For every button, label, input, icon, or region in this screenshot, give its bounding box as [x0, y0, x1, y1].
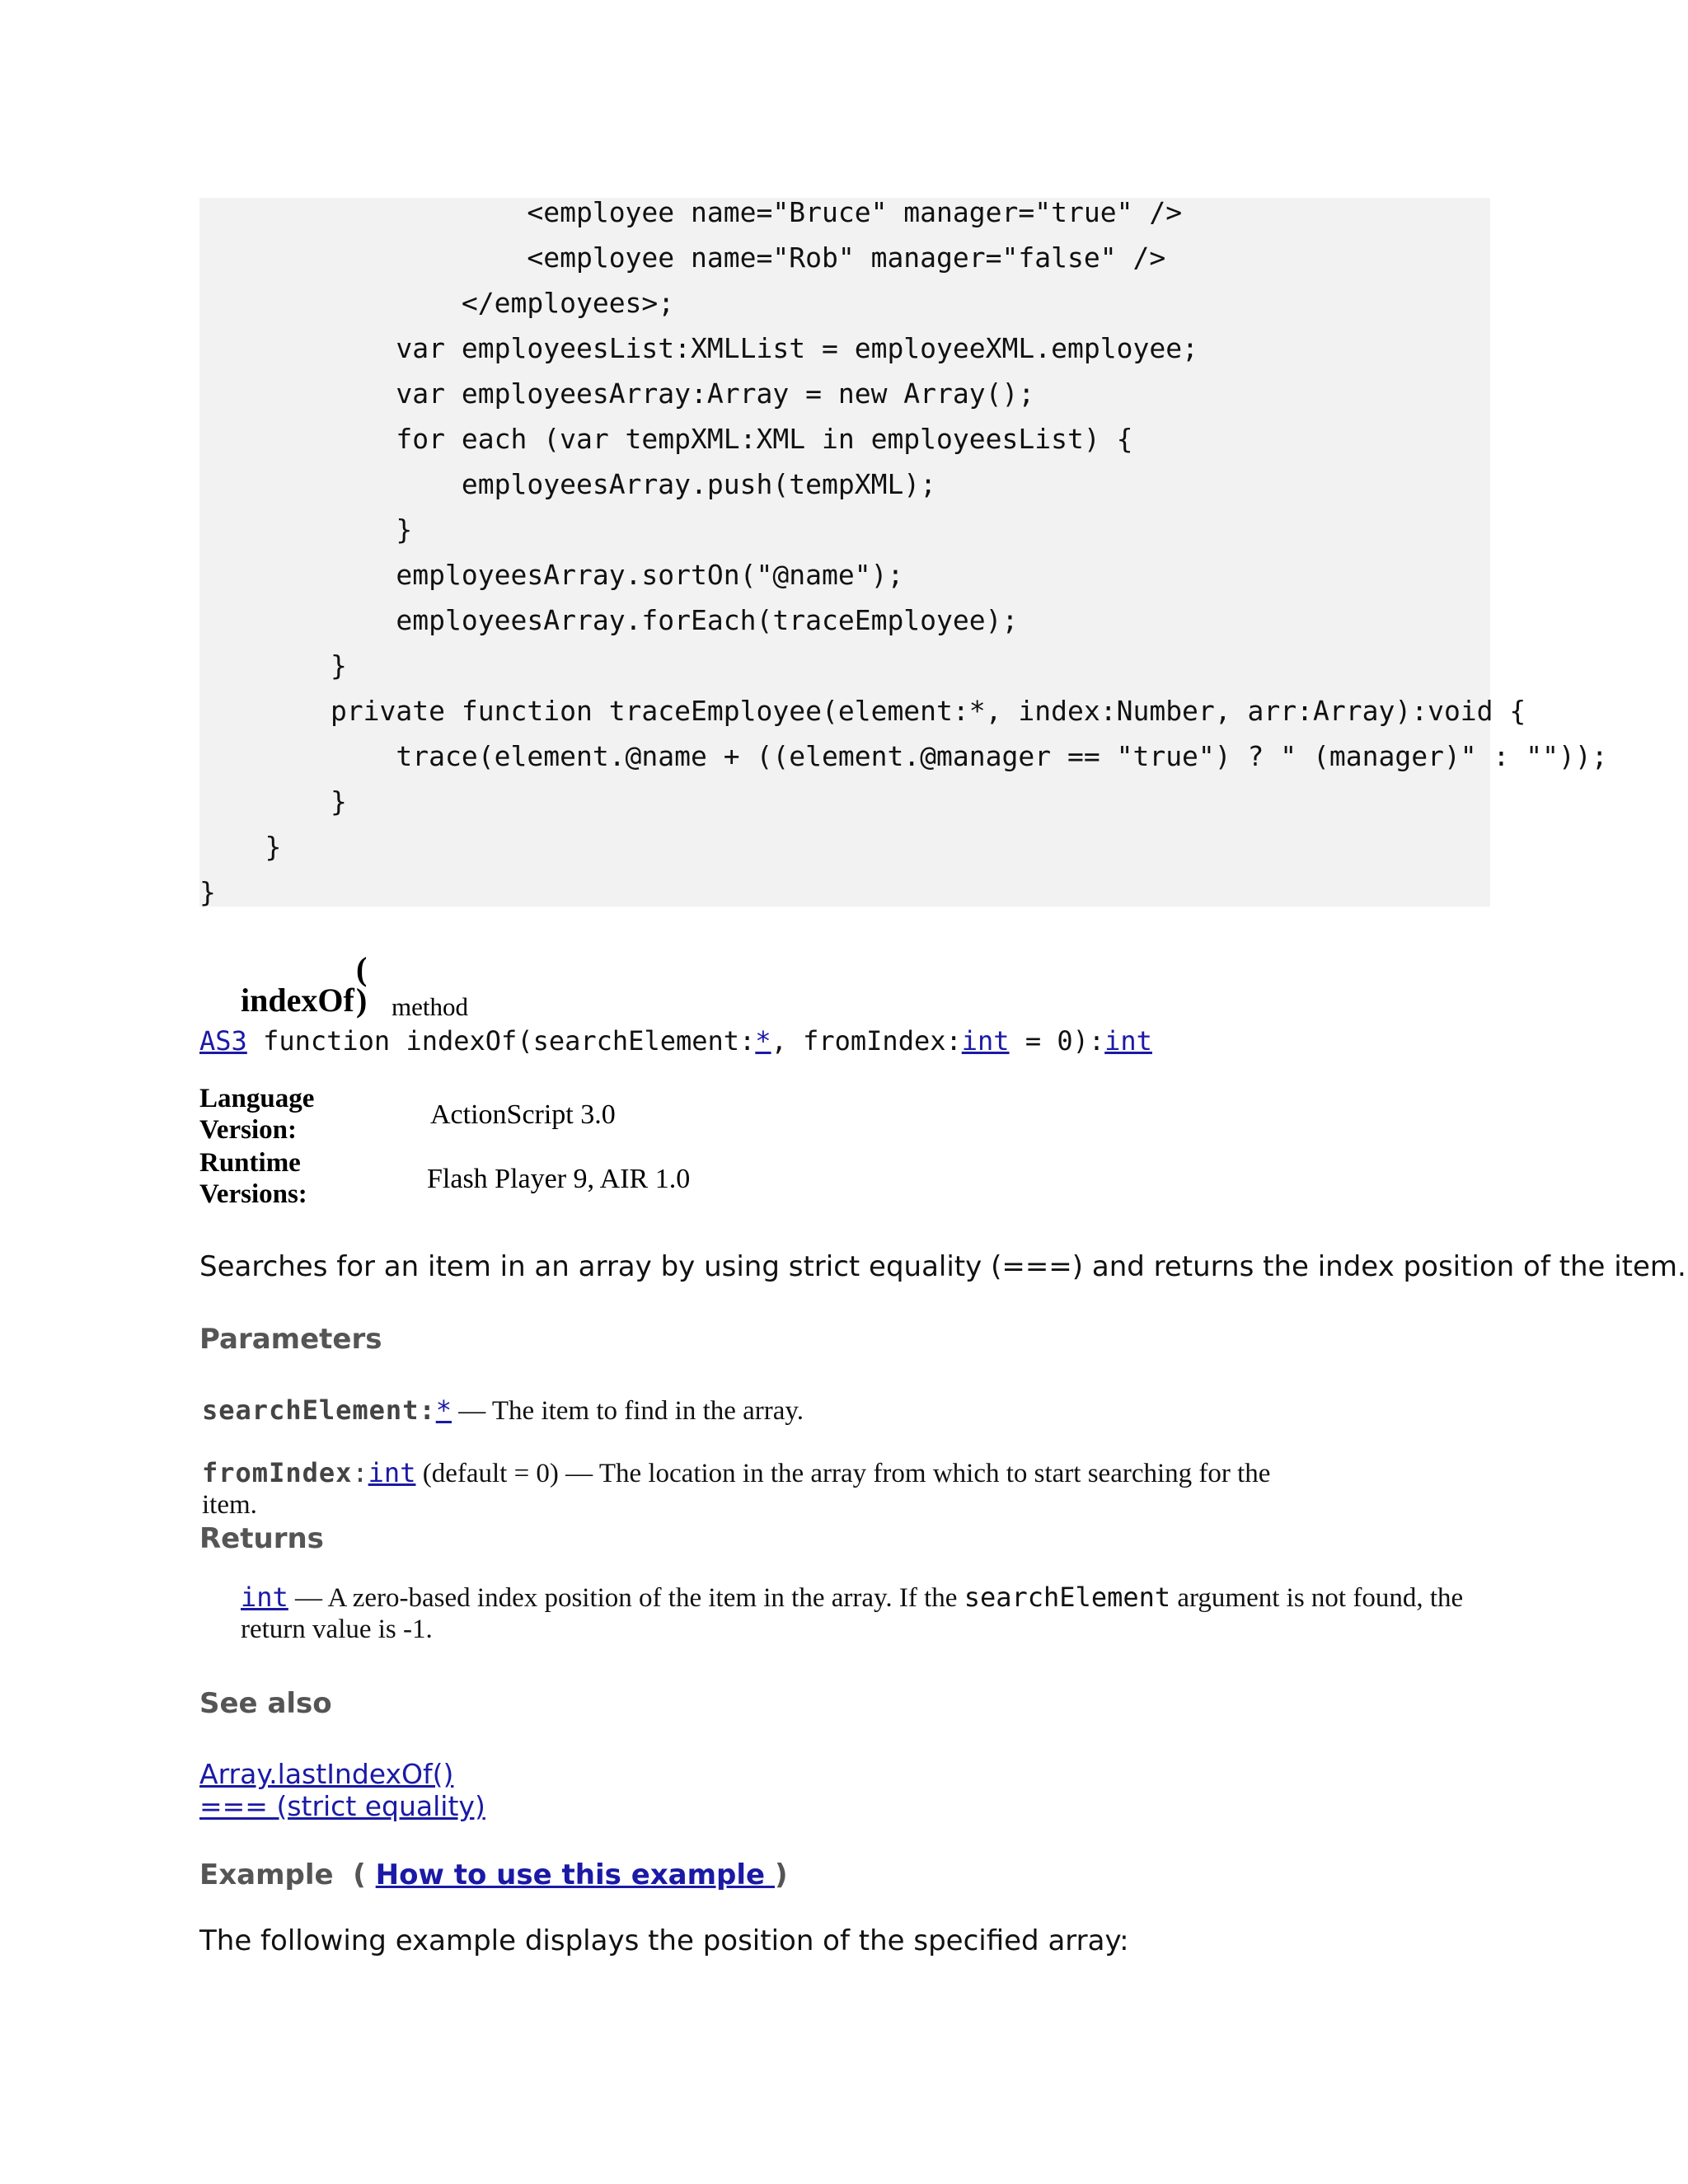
runtime-versions-value: Flash Player 9, AIR 1.0 — [427, 1164, 691, 1194]
runtime-versions-label: Runtime Versions: — [199, 1148, 307, 1209]
example-description: The following example displays the position of the specified array: — [199, 1924, 1129, 1957]
method-title: indexOf — [241, 982, 354, 1019]
code-line: employeesArray.push(tempXML); — [199, 468, 937, 500]
code-line: </employees>; — [199, 287, 675, 319]
how-to-use-example-link[interactable]: How to use this example — [375, 1858, 775, 1891]
code-line: } — [199, 649, 347, 682]
see-also-lastindexof-link[interactable]: Array.lastIndexOf() — [199, 1758, 454, 1790]
int-return-link[interactable]: int — [1104, 1025, 1152, 1057]
int-type-link[interactable]: int — [241, 1582, 288, 1613]
param-search-element: searchElement:* — The item to find in the array. — [202, 1394, 804, 1426]
code-line: private function traceEmployee(element:*, index:Number, arr:Array):void { — [199, 695, 1526, 727]
code-line: var employeesArray:Array = new Array(); — [199, 377, 1035, 410]
method-paren-close: ) — [356, 982, 368, 1019]
param-from-index-cont: item. — [202, 1490, 257, 1520]
returns-heading: Returns — [199, 1522, 324, 1555]
language-version-label: Language Version: — [199, 1084, 315, 1145]
method-description: Searches for an item in an array by using strict equality (===) and returns the index position of the item. — [199, 1250, 1686, 1283]
code-line: } — [199, 513, 413, 546]
code-line: } — [199, 831, 282, 863]
code-line: for each (var tempXML:XML in employeesList) { — [199, 423, 1133, 455]
code-line: <employee name="Rob" manager="false" /> — [199, 241, 1166, 274]
code-line: employeesArray.sortOn("@name"); — [199, 559, 904, 591]
returns-description: int — A zero-based index position of the item in the array. If the searchElement argument is not found, the — [241, 1582, 1464, 1613]
method-kind: method — [392, 992, 468, 1021]
parameters-heading: Parameters — [199, 1323, 382, 1356]
code-line: } — [199, 785, 347, 818]
code-line: trace(element.@name + ((element.@manager == "true") ? " (manager)" : "")); — [199, 740, 1608, 772]
any-type-link[interactable]: * — [755, 1025, 771, 1057]
code-line: <employee name="Bruce" manager="true" /> — [199, 196, 1183, 228]
int-type-link[interactable]: int — [961, 1025, 1010, 1057]
method-paren-open: ( — [356, 950, 368, 987]
language-version-value: ActionScript 3.0 — [430, 1099, 616, 1130]
code-line: var employeesList:XMLList = employeeXML.employee; — [199, 332, 1198, 364]
as3-link[interactable]: AS3 — [199, 1025, 247, 1057]
code-block — [199, 196, 1608, 908]
returns-description-cont: return value is -1. — [241, 1615, 433, 1644]
code-line: } — [199, 876, 216, 908]
code-line: employeesArray.forEach(traceEmployee); — [199, 604, 1019, 636]
example-heading: Example ( How to use this example ) — [199, 1858, 788, 1891]
see-also-heading: See also — [199, 1687, 332, 1720]
method-signature: AS3 function indexOf(searchElement:*, fromIndex:int = 0):int — [199, 1025, 1152, 1057]
see-also-strict-equality-link[interactable]: === (strict equality) — [199, 1790, 485, 1822]
int-type-link[interactable]: int — [368, 1457, 416, 1488]
any-type-link[interactable]: * — [435, 1394, 452, 1426]
param-from-index: fromIndex:int (default = 0) — The location in the array from which to start searching for the — [202, 1457, 1271, 1488]
